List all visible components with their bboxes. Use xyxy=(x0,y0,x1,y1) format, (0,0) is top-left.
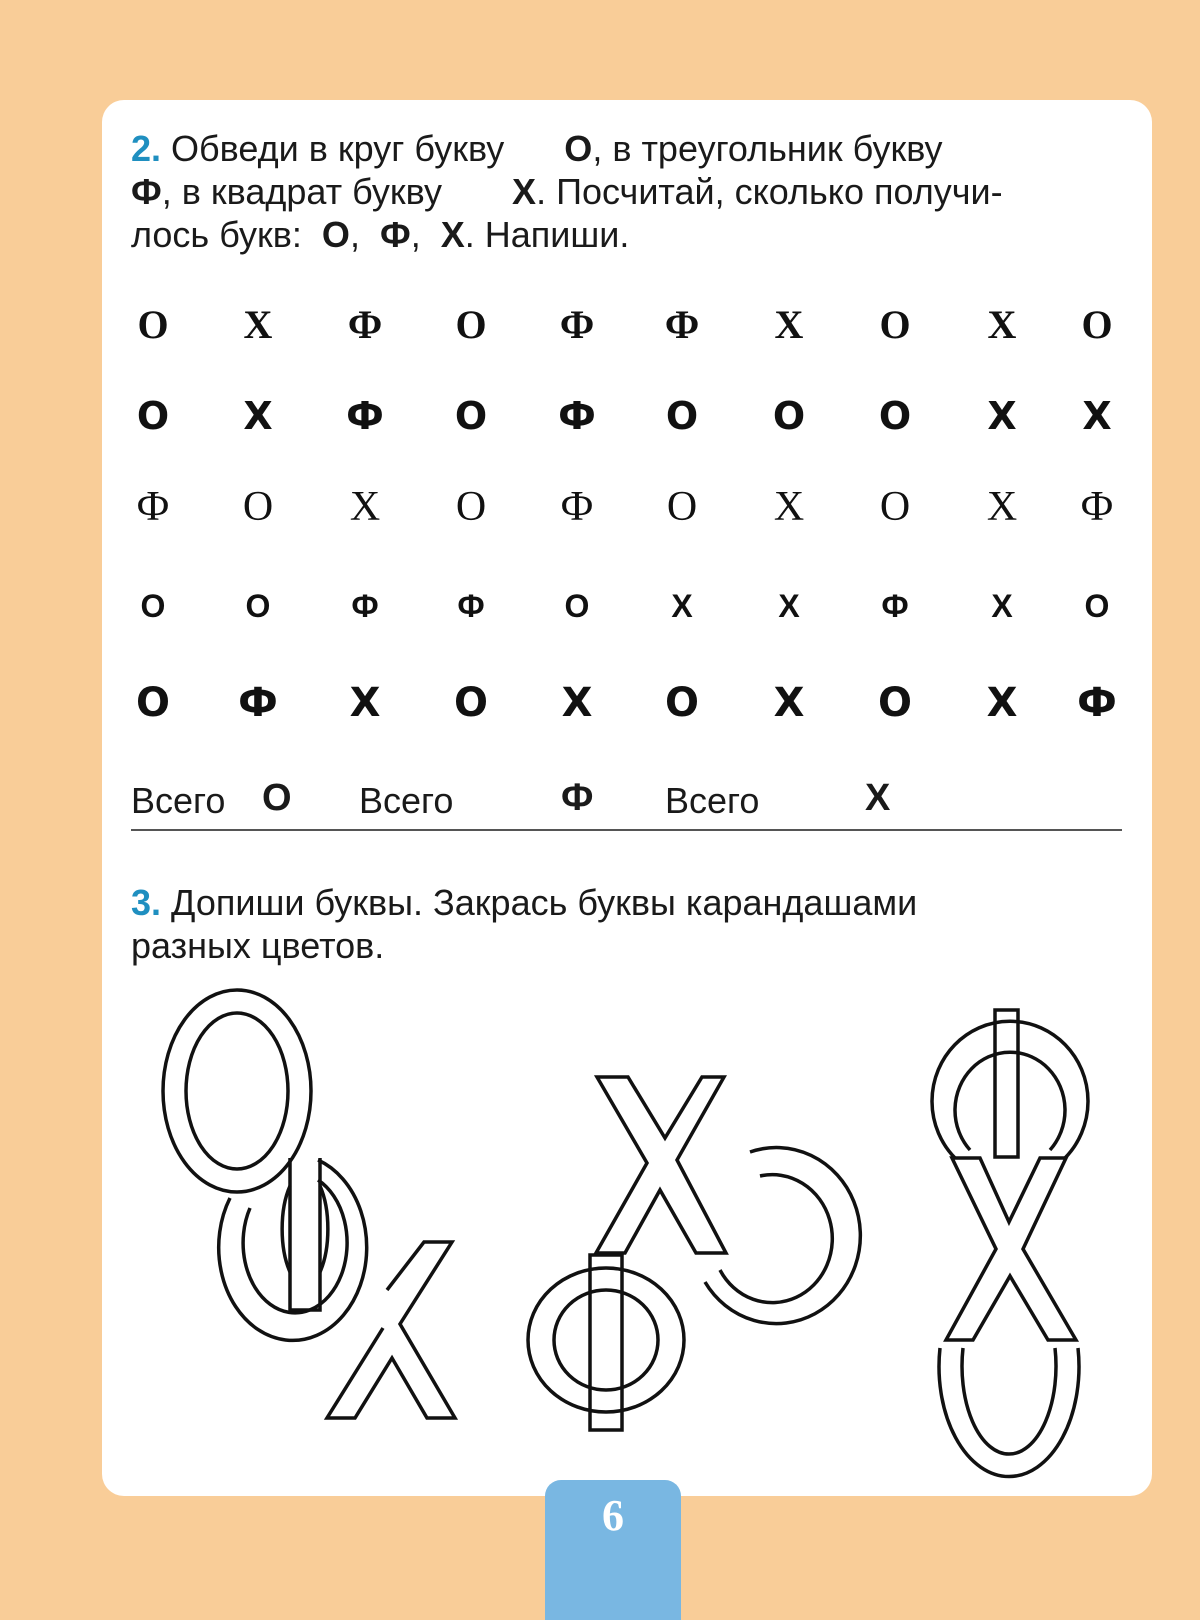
grid-letter[interactable]: Ф xyxy=(238,680,278,726)
task-2-letter-f: Ф xyxy=(379,214,411,255)
grid-letter[interactable]: О xyxy=(454,394,488,438)
task-2-number: 2. xyxy=(131,128,162,169)
total-o-letter: О xyxy=(262,777,292,819)
grid-letter[interactable]: Ф xyxy=(136,484,170,530)
task-2-letter-o: О xyxy=(564,128,593,169)
grid-letter[interactable]: О xyxy=(455,302,487,347)
grid-letter[interactable]: Ф xyxy=(881,588,909,624)
grid-letter[interactable]: Х xyxy=(773,484,805,530)
grid-letter[interactable]: О xyxy=(564,588,590,624)
grid-letter[interactable]: О xyxy=(879,302,911,347)
outline-letter-x-1[interactable] xyxy=(327,1242,455,1418)
outline-letter-f-2[interactable] xyxy=(528,1255,684,1430)
grid-letter[interactable]: Х xyxy=(1082,394,1112,438)
outline-letter-f-3[interactable] xyxy=(932,1010,1088,1158)
grid-letter[interactable]: Х xyxy=(778,588,800,624)
grid-letter[interactable]: Ф xyxy=(351,588,379,624)
grid-letter[interactable]: О xyxy=(666,484,698,530)
grid-letter[interactable]: Ф xyxy=(347,302,383,347)
outline-letter-x-3[interactable] xyxy=(946,1158,1076,1340)
grid-letter[interactable]: Ф xyxy=(664,302,700,347)
task-2-text: , в треугольник букву xyxy=(592,128,943,169)
total-f-label: Всего xyxy=(359,780,454,821)
grid-letter[interactable]: Ф xyxy=(346,394,384,438)
grid-letter[interactable]: О xyxy=(135,680,170,726)
grid-letter[interactable]: Х xyxy=(243,302,273,347)
outline-letter-f-1[interactable] xyxy=(219,1158,367,1340)
grid-letter[interactable]: О xyxy=(878,394,912,438)
total-x-label: Всего xyxy=(665,780,760,821)
outline-letter-o-2[interactable] xyxy=(705,1148,860,1324)
grid-letter[interactable]: Ф xyxy=(559,302,595,347)
outline-letter-o-3[interactable] xyxy=(939,1348,1079,1477)
grid-letter[interactable]: Х xyxy=(243,394,273,438)
grid-letter[interactable]: Х xyxy=(349,484,381,530)
grid-letter[interactable]: Ф xyxy=(1080,484,1114,530)
task-2-text: , xyxy=(349,214,360,255)
grid-letter[interactable]: О xyxy=(455,484,487,530)
grid-letter[interactable]: Х xyxy=(561,680,593,726)
task-2-letter-o: О xyxy=(321,214,350,255)
grid-letter[interactable]: О xyxy=(879,484,911,530)
grid-letter[interactable]: Х xyxy=(986,484,1018,530)
grid-letter[interactable]: О xyxy=(1084,588,1110,624)
grid-letter[interactable]: О xyxy=(245,588,271,624)
grid-letter[interactable]: О xyxy=(137,302,169,347)
outline-letter-x-2[interactable] xyxy=(596,1077,726,1253)
total-x-letter: Х xyxy=(865,777,891,819)
task-2-text: . Посчитай, сколько получи- xyxy=(536,171,1003,212)
grid-letter[interactable]: О xyxy=(665,394,699,438)
total-o-label: Всего xyxy=(131,780,226,821)
task-2-text: , в квадрат букву xyxy=(161,171,443,212)
task-2-letter-x: Х xyxy=(440,214,465,255)
task-2-text: . Напиши. xyxy=(464,214,630,255)
grid-letter[interactable]: О xyxy=(136,394,170,438)
total-f-letter: Ф xyxy=(561,777,594,819)
task-3-number: 3. xyxy=(131,882,162,923)
grid-letter[interactable]: О xyxy=(1081,302,1113,347)
grid-letter[interactable]: Х xyxy=(986,680,1018,726)
grid-letter[interactable]: Ф xyxy=(560,484,594,530)
task-2-text: , xyxy=(410,214,421,255)
grid-letter[interactable]: О xyxy=(664,680,699,726)
grid-letter[interactable]: Х xyxy=(991,588,1013,624)
grid-letter[interactable]: О xyxy=(877,680,912,726)
task-2-letter-f: Ф xyxy=(131,171,162,212)
grid-letter[interactable]: Ф xyxy=(457,588,485,624)
grid-letter[interactable]: О xyxy=(453,680,488,726)
task-2-text: Обведи в круг букву xyxy=(171,128,505,169)
grid-letter[interactable]: Х xyxy=(774,302,804,347)
grid-letter[interactable]: Х xyxy=(773,680,805,726)
grid-letter[interactable]: Ф xyxy=(1077,680,1117,726)
grid-letter[interactable]: О xyxy=(140,588,166,624)
grid-letter[interactable]: Ф xyxy=(558,394,596,438)
grid-letter[interactable]: О xyxy=(242,484,274,530)
task-2-letter-x: Х xyxy=(512,171,537,212)
grid-letter[interactable]: О xyxy=(772,394,806,438)
grid-letter[interactable]: Х xyxy=(987,302,1017,347)
task-2-text: лось букв: xyxy=(131,214,302,255)
task-3-text: Допиши буквы. Закрась буквы карандашами xyxy=(171,882,918,923)
task-3-text: разных цветов. xyxy=(131,925,385,966)
grid-letter[interactable]: Х xyxy=(987,394,1017,438)
grid-letter[interactable]: Х xyxy=(349,680,381,726)
grid-letter[interactable]: Х xyxy=(671,588,693,624)
page-number: 6 xyxy=(602,1491,624,1540)
